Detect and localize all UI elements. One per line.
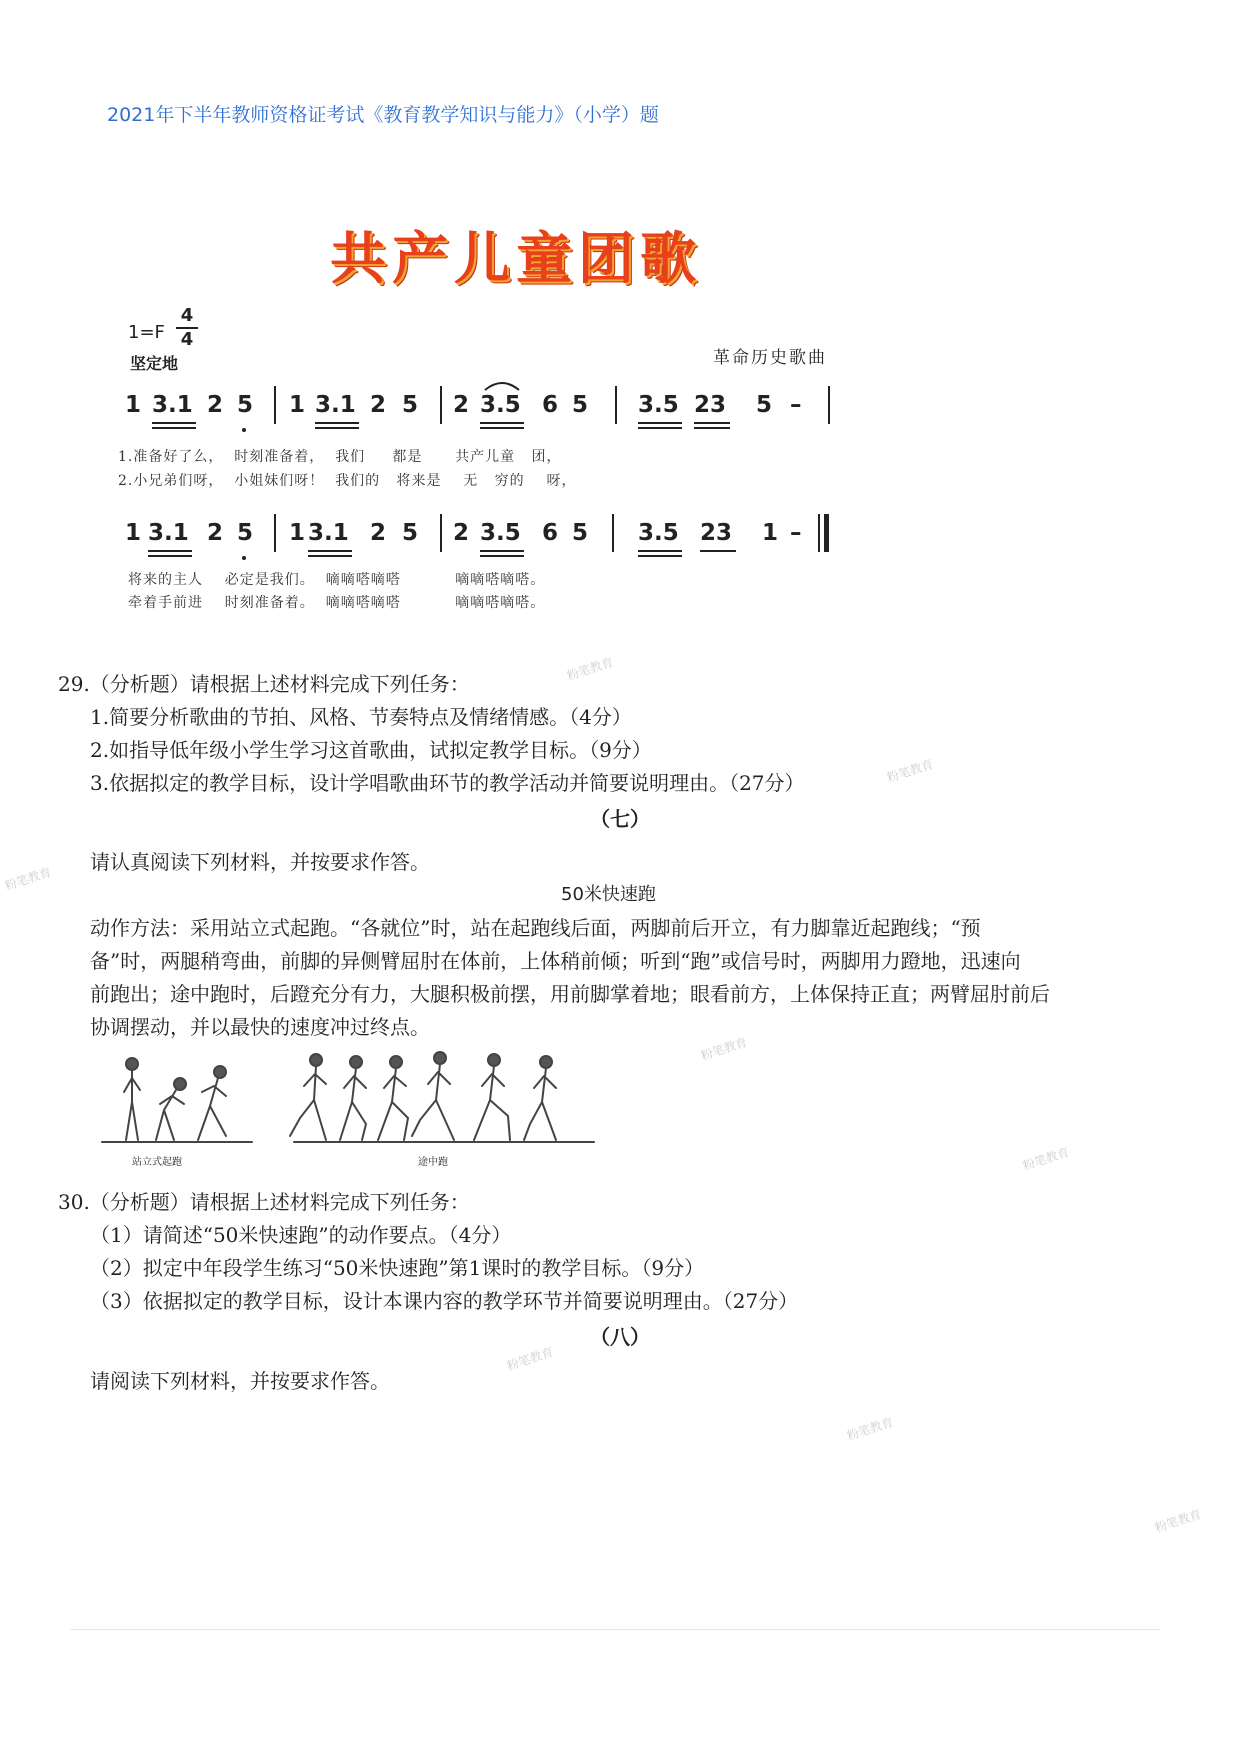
- note: 1: [289, 392, 306, 418]
- note: 23: [694, 392, 727, 418]
- note: 2: [370, 392, 387, 418]
- note: 3.5: [480, 392, 521, 418]
- watermark: 粉笔教育: [505, 1344, 556, 1374]
- note: 1: [125, 520, 142, 546]
- runner-figure: [340, 1056, 366, 1140]
- material-paragraph-line: 协调摆动，并以最快的速度冲过终点。: [90, 1015, 430, 1039]
- section-8-intro: 请阅读下列材料，并按要求作答。: [90, 1369, 390, 1393]
- note: 23: [700, 520, 733, 546]
- watermark: 粉笔教育: [845, 1414, 896, 1444]
- q29-item: 1.简要分析歌曲的节拍、风格、节奏特点及情绪情感。（4分）: [90, 705, 632, 729]
- note: –: [790, 392, 802, 418]
- note: 2: [370, 520, 387, 546]
- note: 1: [289, 520, 306, 546]
- section-8-heading: （八）: [590, 1325, 650, 1349]
- tempo-marking: 坚定地: [130, 354, 179, 373]
- note: 6: [542, 520, 559, 546]
- note: 5: [237, 520, 254, 546]
- runner-figure: [198, 1066, 226, 1140]
- time-denominator: 4: [180, 329, 194, 350]
- song-title: 共产儿童团歌: [330, 227, 702, 292]
- footer-divider: [70, 1629, 1160, 1630]
- note: 1: [762, 520, 779, 546]
- note: 5: [402, 520, 419, 546]
- music-row-1: [0, 392, 1240, 432]
- caption-standing-start: 站立式起跑: [132, 1157, 182, 1168]
- lyric-line: 将来的主人 必定是我们。 嘀嘀嗒嘀嗒 嘀嘀嗒嘀嗒。: [128, 572, 546, 588]
- q30-item: （1）请简述“50米快速跑”的动作要点。（4分）: [90, 1223, 512, 1247]
- song-source: 革命历史歌曲: [713, 348, 827, 368]
- note: 3.1: [308, 520, 349, 546]
- watermark: 粉笔教育: [565, 654, 616, 684]
- section-7-intro: 请认真阅读下列材料，并按要求作答。: [90, 850, 430, 874]
- q30-title: 30.（分析题）请根据上述材料完成下列任务：: [58, 1190, 470, 1214]
- sprint-illustration: [94, 1044, 600, 1148]
- note: 3.5: [638, 392, 679, 418]
- runner-figure: [474, 1054, 510, 1140]
- runner-figure: [524, 1056, 556, 1140]
- note: 5: [237, 392, 254, 418]
- note: 2: [453, 392, 470, 418]
- material-title: 50米快速跑: [561, 884, 656, 905]
- watermark: 粉笔教育: [3, 864, 54, 894]
- note: 2: [453, 520, 470, 546]
- watermark: 粉笔教育: [1153, 1506, 1204, 1536]
- time-signature: [176, 306, 198, 350]
- runner-figure: [378, 1056, 408, 1140]
- note: 5: [756, 392, 773, 418]
- note: 3.5: [638, 520, 679, 546]
- music-row-2: [0, 520, 1240, 560]
- key-signature: 1=F: [128, 322, 165, 343]
- note: 2: [207, 392, 224, 418]
- watermark: 粉笔教育: [885, 756, 936, 786]
- material-paragraph-line: 前跑出；途中跑时，后蹬充分有力，大腿积极前摆，用前脚掌着地；眼看前方，上体保持正直；两臂屈肘前后: [90, 982, 1050, 1006]
- runner-figure: [156, 1078, 186, 1140]
- lyric-line: 2.小兄弟们呀， 小姐妹们呀！ 我们的 将来是 无 穷的 呀，: [118, 473, 577, 489]
- note: –: [790, 520, 802, 546]
- note: 3.1: [148, 520, 189, 546]
- lyric-line: 牵着手前进 时刻准备着。 嘀嘀嗒嘀嗒 嘀嘀嗒嘀嗒。: [128, 595, 546, 611]
- note: 5: [572, 392, 589, 418]
- note: 6: [542, 392, 559, 418]
- note: 3.1: [315, 392, 356, 418]
- section-7-heading: （七）: [590, 807, 650, 831]
- note: 2: [207, 520, 224, 546]
- note: 5: [572, 520, 589, 546]
- q30-item: （2）拟定中年段学生练习“50米快速跑”第1课时的教学目标。（9分）: [90, 1256, 705, 1280]
- time-numerator: 4: [180, 305, 194, 326]
- q30-item: （3）依据拟定的教学目标，设计本课内容的教学环节并简要说明理由。（27分）: [90, 1289, 799, 1313]
- runner-figure: [124, 1058, 140, 1140]
- note: 1: [125, 392, 142, 418]
- note: 5: [402, 392, 419, 418]
- q29-title: 29.（分析题）请根据上述材料完成下列任务：: [58, 672, 470, 696]
- q29-item: 3.依据拟定的教学目标，设计学唱歌曲环节的教学活动并简要说明理由。（27分）: [90, 771, 805, 795]
- tie-arc: [482, 378, 522, 392]
- note: 3.1: [152, 392, 193, 418]
- material-paragraph-line: 备”时，两腿稍弯曲，前脚的异侧臂屈肘在体前，上体稍前倾；听到“跑”或信号时，两脚用力蹬地，迅速向: [90, 949, 1021, 973]
- material-paragraph-line: 动作方法：采用站立式起跑。“各就位”时，站在起跑线后面，两脚前后开立，有力脚靠近起跑线；“预: [90, 916, 981, 940]
- note: 3.5: [480, 520, 521, 546]
- watermark: 粉笔教育: [1021, 1144, 1072, 1174]
- runner-figure: [290, 1054, 326, 1140]
- lyric-line: 1.准备好了么， 时刻准备着， 我们 都是 共产儿童 团，: [118, 449, 562, 465]
- watermark: 粉笔教育: [699, 1034, 750, 1064]
- caption-midway-run: 途中跑: [418, 1157, 448, 1168]
- runner-figure: [412, 1052, 454, 1140]
- document-header: 2021年下半年教师资格证考试《教育教学知识与能力》（小学）题: [107, 104, 659, 126]
- q29-item: 2.如指导低年级小学生学习这首歌曲，试拟定教学目标。（9分）: [90, 738, 652, 762]
